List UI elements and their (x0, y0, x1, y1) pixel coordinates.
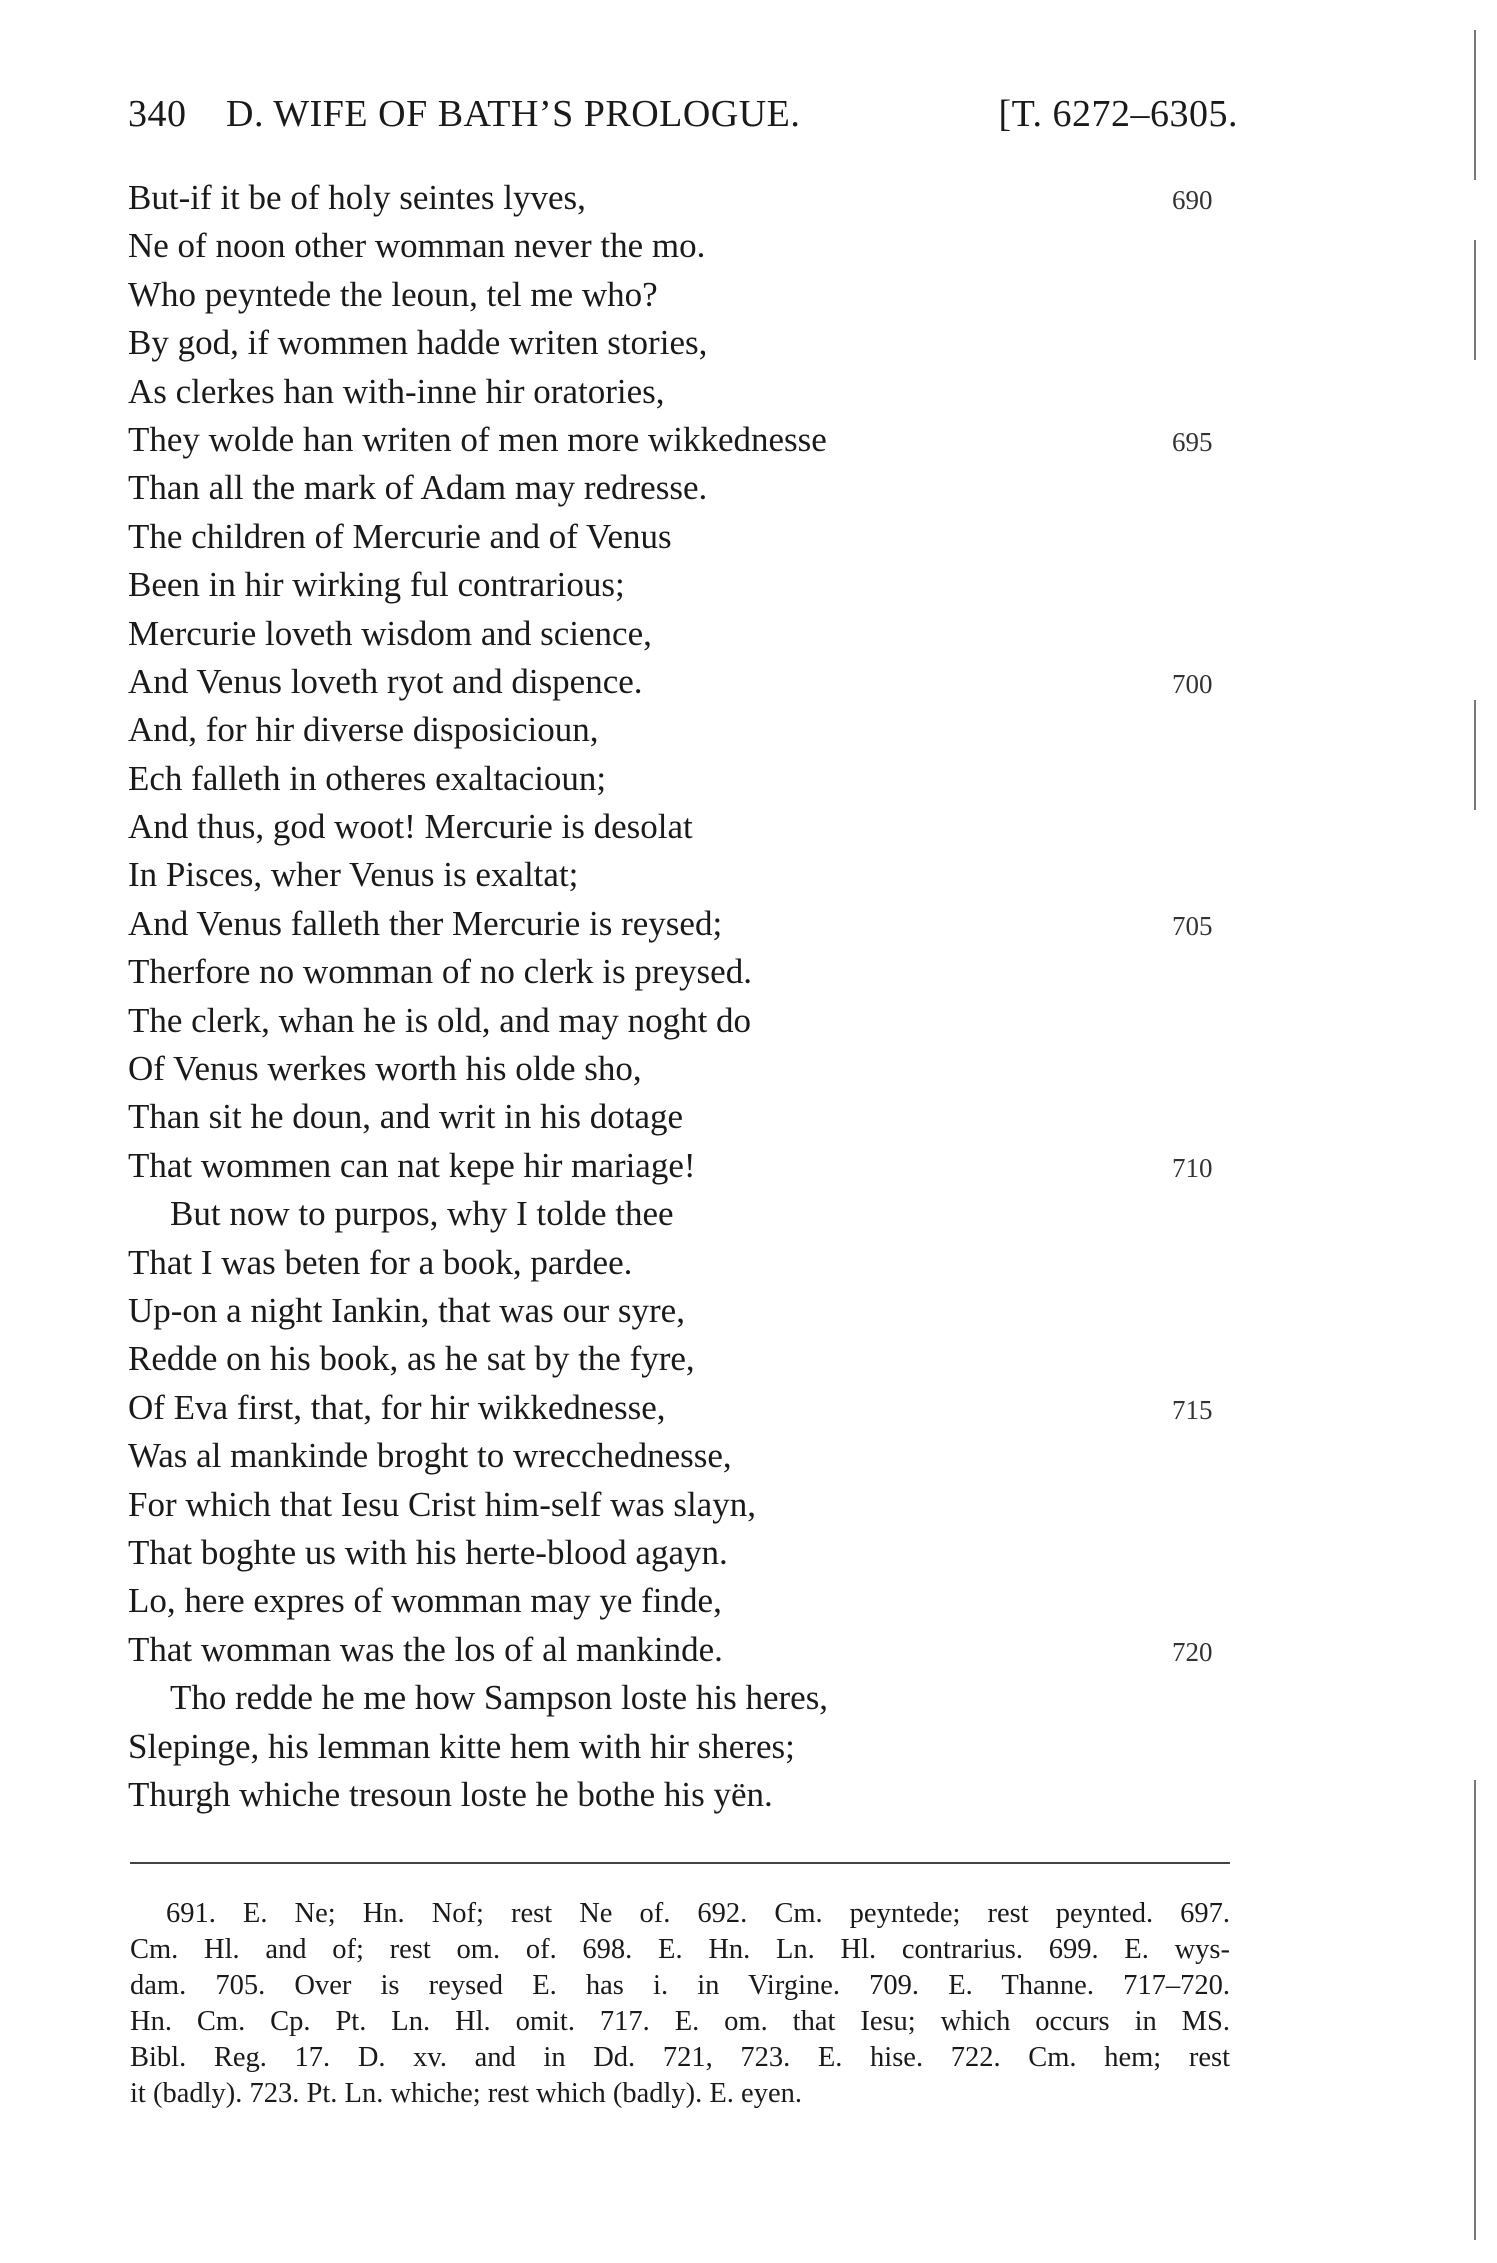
verse-line (128, 319, 1228, 367)
verse-text: And Venus falleth ther Mercurie is reysed; (128, 903, 723, 943)
verse-line (128, 1384, 1228, 1432)
verse-line (128, 1142, 1228, 1190)
verse-line (128, 368, 1228, 416)
verse-line (128, 658, 1228, 706)
verse-text: As clerkes han with-inne hir oratories, (128, 371, 665, 411)
verse-text: Lo, here expres of womman may ye finde, (128, 1581, 722, 1621)
verse-text: In Pisces, wher Venus is exaltat; (128, 855, 579, 895)
verse-text: That womman was the los of al mankinde. (128, 1629, 723, 1669)
verse-text: They wolde han writen of men more wikkednesse (128, 419, 827, 459)
verse-line (128, 610, 1228, 658)
verse-line (128, 271, 1228, 319)
page-edge-mark (1474, 700, 1476, 810)
verse-text: And thus, god woot! Mercurie is desolat (128, 807, 693, 847)
verse-text: And Venus loveth ryot and dispence. (128, 661, 643, 701)
verse-text: But-if it be of holy seintes lyves, (128, 178, 586, 217)
verse-line (128, 997, 1228, 1045)
line-number: 700 (1172, 668, 1213, 699)
page-number: 340 (128, 93, 187, 135)
verse-text: Than all the mark of Adam may redresse. (128, 468, 708, 508)
page-edge-mark (1474, 30, 1476, 180)
verse-text: Than sit he doun, and writ in his dotage (128, 1097, 684, 1137)
verse-text: And, for hir diverse disposicioun, (128, 710, 599, 750)
footnote-line: 691. E. Ne; Hn. Nof; rest Ne of. 692. Cm. peyntede; rest peynted. 697. (166, 1898, 1230, 1929)
footnote-line: dam. 705. Over is reysed E. has i. in Virgine. 709. E. Thanne. 717–720. (130, 1970, 1230, 2001)
verse-line (128, 1481, 1228, 1529)
footnote-line: Hn. Cm. Cp. Pt. Ln. Hl. omit. 717. E. om. that Iesu; which occurs in MS. (130, 2006, 1230, 2037)
line-number: 705 (1172, 910, 1213, 941)
verse-line (128, 1529, 1228, 1577)
footnote-line: Cm. Hl. and of; rest om. of. 698. E. Hn. Ln. Hl. contrarius. 699. E. wys- (130, 1934, 1230, 1965)
verse-text: Been in hir wirking ful contrarious; (128, 565, 625, 605)
verse-line (128, 851, 1228, 899)
page-edge-mark (1474, 1780, 1476, 2240)
verse-line (128, 1674, 1228, 1722)
line-number: 715 (1172, 1394, 1213, 1425)
verse-text: The children of Mercurie and of Venus (128, 516, 672, 556)
footnote-line: Bibl. Reg. 17. D. xv. and in Dd. 721, 723. E. hise. 722. Cm. hem; rest (130, 2042, 1230, 2073)
footnote-rule (130, 1862, 1230, 1864)
verse-text: Therfore no womman of no clerk is preysed. (128, 952, 752, 992)
verse-text: The clerk, whan he is old, and may noght do (128, 1000, 752, 1040)
verse-text: For which that Iesu Crist him-self was slayn, (128, 1484, 756, 1524)
verse-text: That wommen can nat kepe hir mariage! (128, 1145, 696, 1185)
verse-line (128, 1239, 1228, 1287)
verse-line (128, 706, 1228, 754)
verse-text: Thurgh whiche tresoun loste he bothe his yën. (128, 1774, 773, 1814)
verse-line (128, 561, 1228, 609)
verse-line (128, 1190, 1228, 1238)
footnote-line: it (badly). 723. Pt. Ln. whiche; rest which (badly). E. eyen. (130, 2078, 802, 2109)
verse-line (128, 803, 1228, 851)
verse-line (128, 416, 1228, 464)
verse-text: Who peyntede the leoun, tel me who? (128, 274, 658, 314)
running-title: D. WIFE OF BATH’S PROLOGUE. (226, 93, 801, 135)
verse-text: Slepinge, his lemman kitte hem with hir sheres; (128, 1726, 795, 1766)
line-number: 690 (1172, 185, 1213, 215)
poem-text (128, 174, 1228, 1819)
verse-text: Of Eva first, that, for hir wikkednesse, (128, 1387, 666, 1427)
page-edge-mark (1474, 240, 1476, 360)
verse-text: Redde on his book, as he sat by the fyre, (128, 1339, 695, 1379)
verse-line (128, 1771, 1228, 1819)
verse-text: That boghte us with his herte-blood agayn. (128, 1532, 728, 1572)
verse-line (128, 755, 1228, 803)
verse-line (128, 900, 1228, 948)
line-number: 695 (1172, 426, 1213, 457)
verse-text: Of Venus werkes worth his olde sho, (128, 1049, 642, 1089)
verse-line (128, 222, 1228, 270)
verse-line (128, 513, 1228, 561)
verse-text: That I was beten for a book, pardee. (128, 1242, 633, 1282)
verse-text: But now to purpos, why I tolde thee (170, 1194, 674, 1234)
verse-text: Up-on a night Iankin, that was our syre, (128, 1290, 685, 1330)
verse-line (128, 1287, 1228, 1335)
verse-line (128, 1626, 1228, 1674)
verse-text: Ne of noon other womman never the mo. (128, 226, 706, 266)
line-number: 720 (1172, 1636, 1213, 1667)
verse-text: Tho redde he me how Sampson loste his heres, (170, 1678, 829, 1718)
line-range: [T. 6272–6305. (998, 93, 1238, 135)
verse-line (128, 174, 1228, 222)
verse-line (128, 1577, 1228, 1625)
verse-text: Was al mankinde broght to wrecchednesse, (128, 1436, 732, 1476)
verse-line (128, 1045, 1228, 1093)
verse-line (128, 1093, 1228, 1141)
verse-line (128, 1432, 1228, 1480)
verse-line (128, 948, 1228, 996)
verse-line (128, 464, 1228, 512)
verse-text: By god, if wommen hadde writen stories, (128, 323, 708, 363)
verse-line (128, 1723, 1228, 1771)
footnotes (130, 1896, 1230, 2112)
running-header (128, 92, 1238, 152)
verse-line (128, 1335, 1228, 1383)
verse-text: Mercurie loveth wisdom and science, (128, 613, 652, 653)
verse-text: Ech falleth in otheres exaltacioun; (128, 758, 607, 798)
line-number: 710 (1172, 1152, 1213, 1183)
